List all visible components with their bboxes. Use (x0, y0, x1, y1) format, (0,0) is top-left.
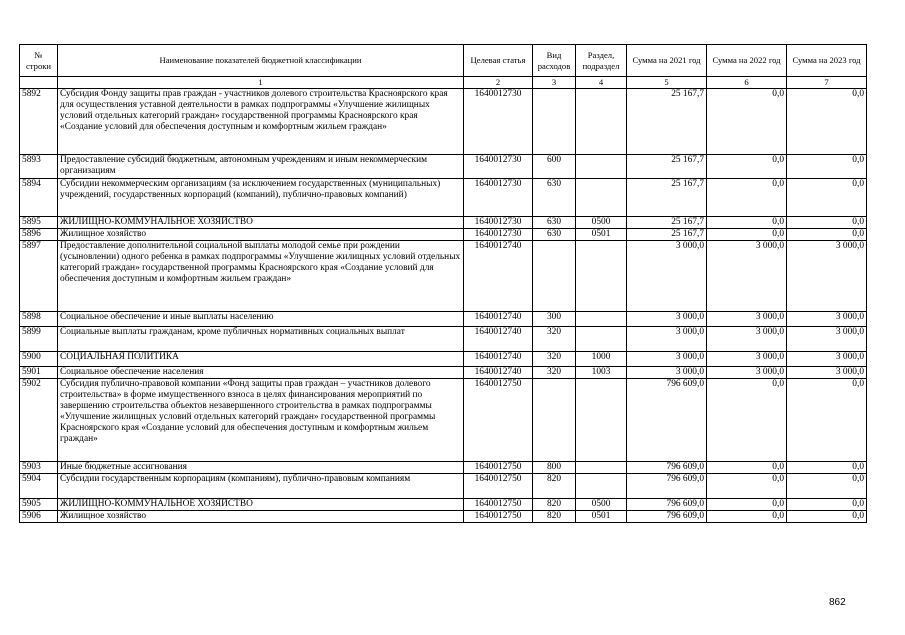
header-indicator-name: Наименование показателей бюджетной классификации (58, 45, 464, 77)
sum-2021: 3 000,0 (627, 241, 707, 312)
sum-2021: 25 167,7 (627, 155, 707, 179)
indicator-name: ЖИЛИЩНО-КОММУНАЛЬНОЕ ХОЗЯЙСТВО (58, 217, 464, 229)
row-number: 5898 (20, 312, 58, 327)
sum-2023: 0,0 (787, 499, 867, 511)
sum-2021: 3 000,0 (627, 367, 707, 379)
sum-2021: 25 167,7 (627, 89, 707, 155)
indicator-name: Субсидия Фонду защиты прав граждан - участников долевого строительства Красноярского края для осуществления уставной деятельности в рамках подпрограммы «Улучшение жилищных условий отдельных категорий граждан» государственной программы Красноярского края «Создание условий для обеспечения доступным и комфортным жильем граждан» (58, 89, 464, 155)
expense-type (533, 379, 576, 462)
sum-2022: 0,0 (707, 511, 787, 523)
header-target-article: Целевая статья (464, 45, 533, 77)
sum-2022: 0,0 (707, 379, 787, 462)
expense-type: 630 (533, 217, 576, 229)
table-row (20, 367, 867, 379)
sum-2022: 0,0 (707, 217, 787, 229)
expense-type: 820 (533, 474, 576, 499)
indicator-name: ЖИЛИЩНО-КОММУНАЛЬНОЕ ХОЗЯЙСТВО (58, 499, 464, 511)
table-row (20, 312, 867, 327)
row-number: 5901 (20, 367, 58, 379)
target-article: 1640012750 (464, 379, 533, 462)
target-article: 1640012740 (464, 352, 533, 367)
sum-2022: 3 000,0 (707, 352, 787, 367)
sum-2022: 0,0 (707, 229, 787, 241)
header-row-number: № строки (20, 45, 58, 77)
sum-2023: 3 000,0 (787, 367, 867, 379)
section-code: 1003 (576, 367, 627, 379)
sum-2021: 3 000,0 (627, 327, 707, 352)
target-article: 1640012740 (464, 241, 533, 312)
indicator-name: Предоставление дополнительной социальной выплаты молодой семье при рождении (усыновлении) одного ребенка в рамках подпрограммы «Улучшение жилищных условий отдельных категорий граждан» государственной программы Красноярского края «Создание условий для обеспечения доступным и комфортным жильем граждан» (58, 241, 464, 312)
row-number: 5903 (20, 462, 58, 474)
column-number-row (20, 77, 867, 89)
row-number: 5899 (20, 327, 58, 352)
expense-type: 820 (533, 499, 576, 511)
column-number: 7 (787, 77, 867, 89)
table-row (20, 499, 867, 511)
sum-2021: 796 609,0 (627, 474, 707, 499)
sum-2022: 0,0 (707, 462, 787, 474)
sum-2022: 0,0 (707, 179, 787, 217)
row-number: 5906 (20, 511, 58, 523)
column-number: 5 (627, 77, 707, 89)
target-article: 1640012740 (464, 327, 533, 352)
table-row (20, 155, 867, 179)
section-code (576, 89, 627, 155)
section-code (576, 379, 627, 462)
sum-2023: 0,0 (787, 462, 867, 474)
table-row (20, 179, 867, 217)
row-number: 5892 (20, 89, 58, 155)
target-article: 1640012750 (464, 474, 533, 499)
section-code (576, 241, 627, 312)
sum-2021: 25 167,7 (627, 229, 707, 241)
column-number: 1 (58, 77, 464, 89)
expense-type: 320 (533, 327, 576, 352)
row-number: 5902 (20, 379, 58, 462)
sum-2022: 0,0 (707, 474, 787, 499)
target-article: 1640012750 (464, 462, 533, 474)
sum-2021: 3 000,0 (627, 352, 707, 367)
column-number: 2 (464, 77, 533, 89)
indicator-name: СОЦИАЛЬНАЯ ПОЛИТИКА (58, 352, 464, 367)
row-number: 5893 (20, 155, 58, 179)
target-article: 1640012740 (464, 367, 533, 379)
sum-2022: 3 000,0 (707, 327, 787, 352)
section-code (576, 327, 627, 352)
table-row (20, 474, 867, 499)
header-expense-type: Вид расходов (533, 45, 576, 77)
table-row (20, 229, 867, 241)
sum-2023: 0,0 (787, 89, 867, 155)
expense-type: 600 (533, 155, 576, 179)
target-article: 1640012750 (464, 499, 533, 511)
row-number: 5905 (20, 499, 58, 511)
table-row (20, 511, 867, 523)
indicator-name: Иные бюджетные ассигнования (58, 462, 464, 474)
indicator-name: Субсидия публично-правовой компании «Фонд защиты прав граждан – участников долевого строительства» в форме имущественного взноса в целях финансирования мероприятий по завершению строительства объектов незавершенного строительства в рамках подпрограммы «Улучшение жилищных условий отдельных категорий граждан» государственной программы Красноярского края «Создание условий для обеспечения доступным и комфортным жильем граждан» (58, 379, 464, 462)
sum-2021: 25 167,7 (627, 217, 707, 229)
expense-type (533, 241, 576, 312)
sum-2022: 0,0 (707, 499, 787, 511)
column-number: 6 (707, 77, 787, 89)
sum-2023: 3 000,0 (787, 312, 867, 327)
target-article: 1640012740 (464, 312, 533, 327)
indicator-name: Субсидии некоммерческим организациям (за исключением государственных (муниципальных) учреждений, государственных корпораций (компаний), публично-правовых компаний) (58, 179, 464, 217)
target-article: 1640012750 (464, 511, 533, 523)
budget-table (19, 44, 867, 523)
expense-type: 630 (533, 179, 576, 217)
expense-type: 820 (533, 511, 576, 523)
section-code: 0500 (576, 217, 627, 229)
indicator-name: Жилищное хозяйство (58, 511, 464, 523)
sum-2023: 0,0 (787, 511, 867, 523)
sum-2022: 0,0 (707, 155, 787, 179)
sum-2023: 0,0 (787, 379, 867, 462)
table-body (20, 89, 867, 523)
expense-type (533, 89, 576, 155)
table-row (20, 462, 867, 474)
column-number-empty (20, 77, 58, 89)
table-row (20, 327, 867, 352)
sum-2023: 0,0 (787, 217, 867, 229)
sum-2021: 25 167,7 (627, 179, 707, 217)
sum-2023: 3 000,0 (787, 241, 867, 312)
target-article: 1640012730 (464, 217, 533, 229)
expense-type: 300 (533, 312, 576, 327)
row-number: 5897 (20, 241, 58, 312)
section-code (576, 462, 627, 474)
header-sum-2022: Сумма на 2022 год (707, 45, 787, 77)
sum-2021: 796 609,0 (627, 379, 707, 462)
sum-2022: 3 000,0 (707, 241, 787, 312)
row-number: 5894 (20, 179, 58, 217)
table-row (20, 217, 867, 229)
header-sum-2023: Сумма на 2023 год (787, 45, 867, 77)
header-sum-2021: Сумма на 2021 год (627, 45, 707, 77)
sum-2023: 0,0 (787, 229, 867, 241)
sum-2023: 0,0 (787, 179, 867, 217)
sum-2021: 796 609,0 (627, 499, 707, 511)
target-article: 1640012730 (464, 89, 533, 155)
section-code (576, 179, 627, 217)
section-code: 0501 (576, 229, 627, 241)
section-code: 0501 (576, 511, 627, 523)
sum-2021: 3 000,0 (627, 312, 707, 327)
section-code (576, 312, 627, 327)
sum-2023: 0,0 (787, 474, 867, 499)
table-row (20, 89, 867, 155)
header-row (20, 45, 867, 77)
section-code (576, 474, 627, 499)
column-number: 4 (576, 77, 627, 89)
target-article: 1640012730 (464, 229, 533, 241)
indicator-name: Социальное обеспечение и иные выплаты населению (58, 312, 464, 327)
row-number: 5900 (20, 352, 58, 367)
row-number: 5895 (20, 217, 58, 229)
section-code: 0500 (576, 499, 627, 511)
indicator-name: Социальное обеспечение населения (58, 367, 464, 379)
table-row (20, 352, 867, 367)
table-row (20, 241, 867, 312)
header-section: Раздел, подраздел (576, 45, 627, 77)
section-code (576, 155, 627, 179)
page-number: 862 (829, 597, 846, 608)
target-article: 1640012730 (464, 155, 533, 179)
sum-2022: 0,0 (707, 89, 787, 155)
row-number: 5896 (20, 229, 58, 241)
expense-type: 800 (533, 462, 576, 474)
table-row (20, 379, 867, 462)
row-number: 5904 (20, 474, 58, 499)
column-number: 3 (533, 77, 576, 89)
indicator-name: Жилищное хозяйство (58, 229, 464, 241)
sum-2023: 0,0 (787, 155, 867, 179)
indicator-name: Субсидии государственным корпорациям (компаниям), публично-правовым компаниям (58, 474, 464, 499)
expense-type: 320 (533, 352, 576, 367)
indicator-name: Предоставление субсидий бюджетным, автономным учреждениям и иным некоммерческим организациям (58, 155, 464, 179)
expense-type: 320 (533, 367, 576, 379)
sum-2023: 3 000,0 (787, 352, 867, 367)
sum-2022: 3 000,0 (707, 312, 787, 327)
target-article: 1640012730 (464, 179, 533, 217)
sum-2021: 796 609,0 (627, 462, 707, 474)
indicator-name: Социальные выплаты гражданам, кроме публичных нормативных социальных выплат (58, 327, 464, 352)
sum-2022: 3 000,0 (707, 367, 787, 379)
sum-2023: 3 000,0 (787, 327, 867, 352)
expense-type: 630 (533, 229, 576, 241)
sum-2021: 796 609,0 (627, 511, 707, 523)
section-code: 1000 (576, 352, 627, 367)
